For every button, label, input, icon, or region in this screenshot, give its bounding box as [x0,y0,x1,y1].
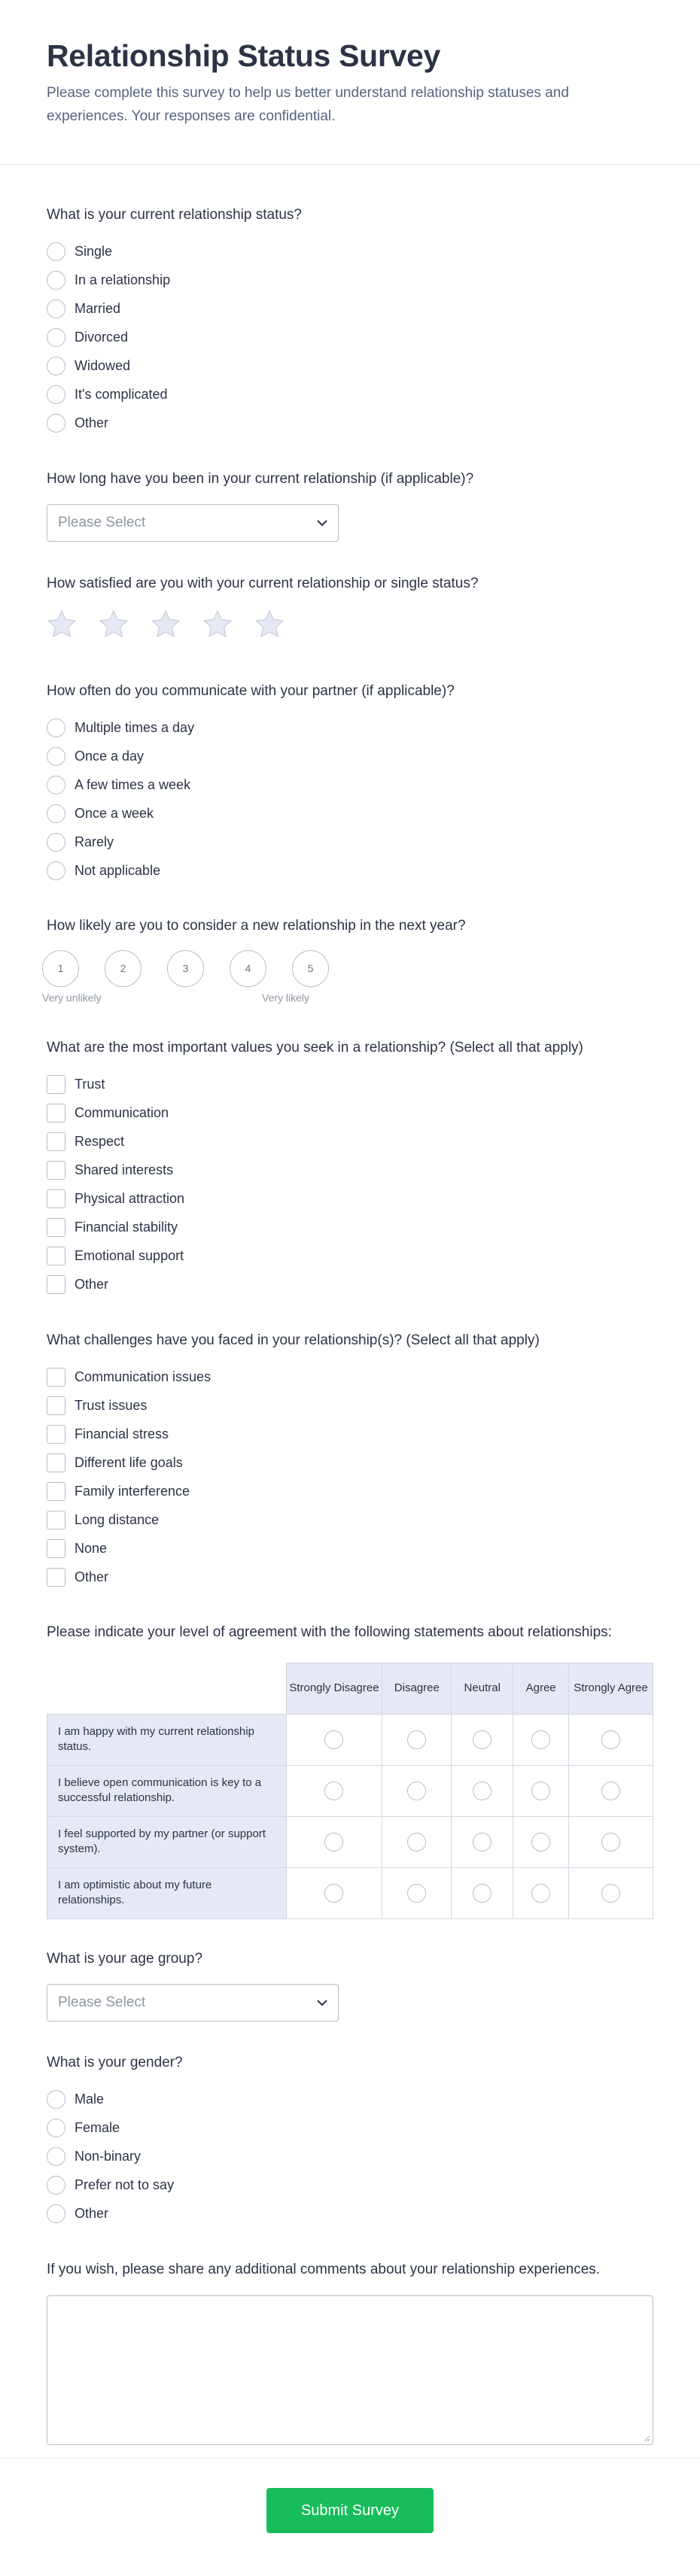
radio-label: Once a day [75,748,145,764]
communication-options [47,713,653,885]
question-status [47,205,653,438]
matrix-cell[interactable] [452,1867,513,1918]
radio-button[interactable] [473,1782,492,1800]
question-label: What is your gender? [47,2055,183,2071]
question-satisfaction [47,574,653,639]
matrix-cell[interactable] [286,1816,382,1867]
scale-labels [42,987,653,1010]
radio-button[interactable] [47,414,65,433]
star-rating [47,609,653,639]
checkbox-option[interactable] [47,1156,653,1185]
radio-option[interactable] [47,770,653,799]
checkbox[interactable] [47,1275,65,1294]
matrix-column-header: Strongly Agree [569,1663,653,1714]
radio-button[interactable] [47,747,65,766]
radio-button[interactable] [473,1884,492,1903]
radio-button[interactable] [47,861,65,880]
matrix-row-label: I am optimistic about my future relationships. [47,1867,287,1918]
matrix-cell[interactable] [452,1714,513,1765]
radio-label: Male [75,2091,105,2107]
matrix-cell[interactable] [286,1867,382,1918]
question-age [47,1949,653,2022]
question-label: Please indicate your level of agreement with the following statements about relationships: [47,1624,612,1641]
matrix-cell[interactable] [569,1714,653,1765]
checkbox-label: None [75,1540,108,1556]
matrix-row [47,1714,653,1765]
scale-high-label: Very likely [262,991,310,1004]
radio-button[interactable] [47,776,65,794]
radio-label: Other [75,415,109,431]
radio-option[interactable] [47,238,653,266]
matrix-row [47,1816,653,1867]
age-select[interactable] [47,1984,339,2022]
matrix-column-header: Neutral [452,1663,513,1714]
question-values [47,1038,653,1299]
radio-button[interactable] [601,1833,620,1852]
radio-label: Married [75,301,121,317]
checkbox-label: Physical attraction [75,1191,185,1207]
checkbox-label: Financial stability [75,1220,178,1235]
checkbox-label: Other [75,1277,109,1293]
checkbox[interactable] [47,1189,65,1208]
matrix-column-header: Disagree [382,1663,452,1714]
radio-option[interactable] [47,266,653,295]
radio-label: Not applicable [75,862,161,878]
checkbox-option[interactable] [47,1362,653,1391]
matrix-cell[interactable] [569,1765,653,1816]
likelihood-scale [42,950,653,987]
checkbox-label: Different life goals [75,1454,183,1470]
radio-option[interactable] [47,856,653,885]
checkbox[interactable] [47,1161,65,1180]
checkbox-label: Respect [75,1134,125,1150]
question-label: What is your age group? [47,1950,203,1967]
question-label: How likely are you to consider a new relationship in the next year? [47,918,466,934]
radio-button[interactable] [47,2147,65,2166]
checkbox[interactable] [47,1247,65,1265]
scale-option-5[interactable]: 5 [292,950,329,987]
matrix-cell[interactable] [382,1816,452,1867]
question-duration [47,469,653,542]
radio-button[interactable] [47,328,65,347]
matrix-cell[interactable] [513,1765,569,1816]
checkbox-option[interactable] [47,1099,653,1128]
radio-button[interactable] [473,1730,492,1749]
checkbox[interactable] [47,1482,65,1501]
radio-option[interactable] [47,352,653,381]
radio-option[interactable] [47,2171,653,2200]
question-challenges [47,1331,653,1592]
checkbox[interactable] [47,1218,65,1237]
question-gender [47,2053,653,2228]
matrix-column-header: Strongly Disagree [286,1663,382,1714]
checkbox-option[interactable] [47,1271,653,1299]
question-likelihood [42,916,653,1010]
radio-label: Rarely [75,834,114,849]
radio-button[interactable] [473,1833,492,1852]
question-label: How often do you communicate with your partner (if applicable)? [47,682,455,699]
radio-label: Widowed [75,358,131,374]
radio-label: Prefer not to say [75,2177,175,2193]
question-label: What challenges have you faced in your relationship(s)? (Select all that apply) [47,1332,540,1348]
scale-option-1[interactable]: 1 [42,950,79,987]
radio-button[interactable] [407,1884,426,1903]
checkbox-label: Trust issues [75,1397,148,1413]
matrix-row-label: I am happy with my current relationship status. [47,1714,287,1765]
radio-label: Other [75,2206,109,2222]
matrix-cell[interactable] [382,1867,452,1918]
radio-option[interactable] [47,2085,653,2114]
matrix-cell[interactable] [569,1867,653,1918]
matrix-cell[interactable] [513,1714,569,1765]
checkbox-option[interactable] [47,1128,653,1156]
chevron-down-icon [317,517,327,529]
question-label: What are the most important values you seek in a relationship? (Select all that apply) [47,1039,583,1056]
resize-handle-icon[interactable] [643,2435,650,2442]
radio-option[interactable] [47,324,653,352]
radio-button[interactable] [47,833,65,852]
matrix-row-label: I feel supported by my partner (or support system). [47,1816,287,1867]
radio-option[interactable] [47,713,653,742]
matrix-cell[interactable] [452,1765,513,1816]
form-footer [0,2458,700,2576]
checkbox-label: Family interference [75,1483,190,1499]
checkbox[interactable] [47,1368,65,1387]
radio-button[interactable] [531,1884,550,1903]
comments-textarea[interactable] [47,2295,653,2445]
radio-option[interactable] [47,2114,653,2143]
matrix-cell[interactable] [513,1816,569,1867]
radio-button[interactable] [601,1730,620,1749]
radio-button[interactable] [47,718,65,737]
radio-button[interactable] [407,1833,426,1852]
checkbox-label: Financial stress [75,1426,169,1441]
radio-button[interactable] [47,242,65,261]
matrix-cell[interactable] [286,1765,382,1816]
star-icon[interactable] [202,609,233,639]
select-placeholder: Please Select [58,1994,146,2011]
checkbox-option[interactable] [47,1391,653,1420]
matrix-cell[interactable] [569,1816,653,1867]
radio-option[interactable] [47,828,653,856]
question-label: If you wish, please share any additional comments about your relationship experiences. [47,2261,601,2277]
radio-label: Once a week [75,805,154,821]
question-comments [47,2260,653,2445]
page-subtitle: Please complete this survey to help us better understand relationship statuses and experiences. Your responses are confidential. [47,85,569,124]
radio-label: Single [75,244,113,260]
checkbox[interactable] [47,1396,65,1415]
checkbox-option[interactable] [47,1185,653,1214]
scale-option-4[interactable]: 4 [230,950,266,987]
matrix-row [47,1765,653,1816]
agreement-matrix [47,1663,653,1919]
radio-button[interactable] [407,1782,426,1800]
radio-button[interactable] [531,1730,550,1749]
checkbox[interactable] [47,1454,65,1472]
checkbox-option[interactable] [47,1420,653,1448]
survey-header [0,0,700,165]
star-icon[interactable] [99,609,129,639]
checkbox-option[interactable] [47,1505,653,1534]
matrix-cell[interactable] [452,1816,513,1867]
survey-form [0,205,700,2445]
radio-button[interactable] [531,1782,550,1800]
radio-button[interactable] [47,2090,65,2109]
radio-button[interactable] [47,357,65,375]
radio-button[interactable] [407,1730,426,1749]
checkbox-label: Other [75,1569,109,1584]
radio-option[interactable] [47,742,653,770]
question-communication [47,682,653,886]
checkbox[interactable] [47,1539,65,1558]
checkbox-option[interactable] [47,1477,653,1505]
checkbox-label: Communication issues [75,1368,212,1384]
duration-select[interactable] [47,504,339,542]
values-options [47,1071,653,1299]
select-placeholder: Please Select [58,515,146,531]
checkbox-option[interactable] [47,1214,653,1242]
radio-option[interactable] [47,409,653,438]
radio-option[interactable] [47,2143,653,2171]
gender-options [47,2085,653,2228]
radio-label: Non-binary [75,2149,142,2164]
matrix-row [47,1867,653,1918]
question-label: How satisfied are you with your current relationship or single status? [47,576,479,592]
matrix-cell[interactable] [382,1714,452,1765]
radio-option[interactable] [47,295,653,324]
radio-label: It's complicated [75,387,168,402]
challenges-options [47,1362,653,1591]
radio-label: In a relationship [75,272,171,288]
radio-button[interactable] [324,1833,343,1852]
matrix-corner [47,1663,287,1714]
checkbox-option[interactable] [47,1563,653,1591]
checkbox[interactable] [47,1132,65,1151]
checkbox-option[interactable] [47,1242,653,1271]
checkbox[interactable] [47,1568,65,1587]
matrix-header-row [47,1663,653,1714]
star-icon[interactable] [47,609,77,639]
matrix-cell[interactable] [382,1765,452,1816]
question-matrix [47,1623,653,1919]
radio-label: Divorced [75,330,129,345]
checkbox[interactable] [47,1075,65,1094]
question-label: What is your current relationship status? [47,207,302,223]
radio-button[interactable] [324,1884,343,1903]
radio-button[interactable] [47,2204,65,2223]
scale-option-3[interactable]: 3 [167,950,204,987]
checkbox-label: Emotional support [75,1248,184,1264]
checkbox-label: Shared interests [75,1162,174,1178]
checkbox-label: Communication [75,1105,169,1121]
matrix-row-label: I believe open communication is key to a successful relationship. [47,1765,287,1816]
radio-button[interactable] [601,1884,620,1903]
radio-button[interactable] [47,299,65,318]
radio-button[interactable] [47,385,65,404]
status-options [47,238,653,438]
radio-label: Multiple times a day [75,719,195,735]
radio-option[interactable] [47,799,653,828]
checkbox[interactable] [47,1104,65,1122]
checkbox[interactable] [47,1511,65,1530]
radio-label: Female [75,2120,120,2136]
radio-option[interactable] [47,2200,653,2228]
radio-button[interactable] [324,1730,343,1749]
radio-button[interactable] [47,2119,65,2137]
radio-button[interactable] [47,2176,65,2195]
radio-button[interactable] [47,804,65,823]
checkbox[interactable] [47,1425,65,1444]
star-icon[interactable] [254,609,285,639]
radio-label: A few times a week [75,776,191,792]
page-title: Relationship Status Survey [47,38,441,73]
star-icon[interactable] [151,609,181,639]
radio-button[interactable] [324,1782,343,1800]
scale-low-label: Very unlikely [42,991,102,1004]
radio-button[interactable] [601,1782,620,1800]
radio-button[interactable] [531,1833,550,1852]
checkbox-label: Trust [75,1077,105,1092]
chevron-down-icon [317,1997,327,2009]
checkbox-option[interactable] [47,1448,653,1477]
submit-button[interactable]: Submit Survey [266,2488,434,2533]
checkbox-option[interactable] [47,1071,653,1099]
question-label: How long have you been in your current relationship (if applicable)? [47,470,474,487]
radio-option[interactable] [47,381,653,409]
matrix-cell[interactable] [286,1714,382,1765]
radio-button[interactable] [47,271,65,290]
matrix-column-header: Agree [513,1663,569,1714]
checkbox-label: Long distance [75,1511,160,1527]
scale-option-2[interactable]: 2 [105,950,142,987]
checkbox-option[interactable] [47,1534,653,1563]
matrix-cell[interactable] [513,1867,569,1918]
